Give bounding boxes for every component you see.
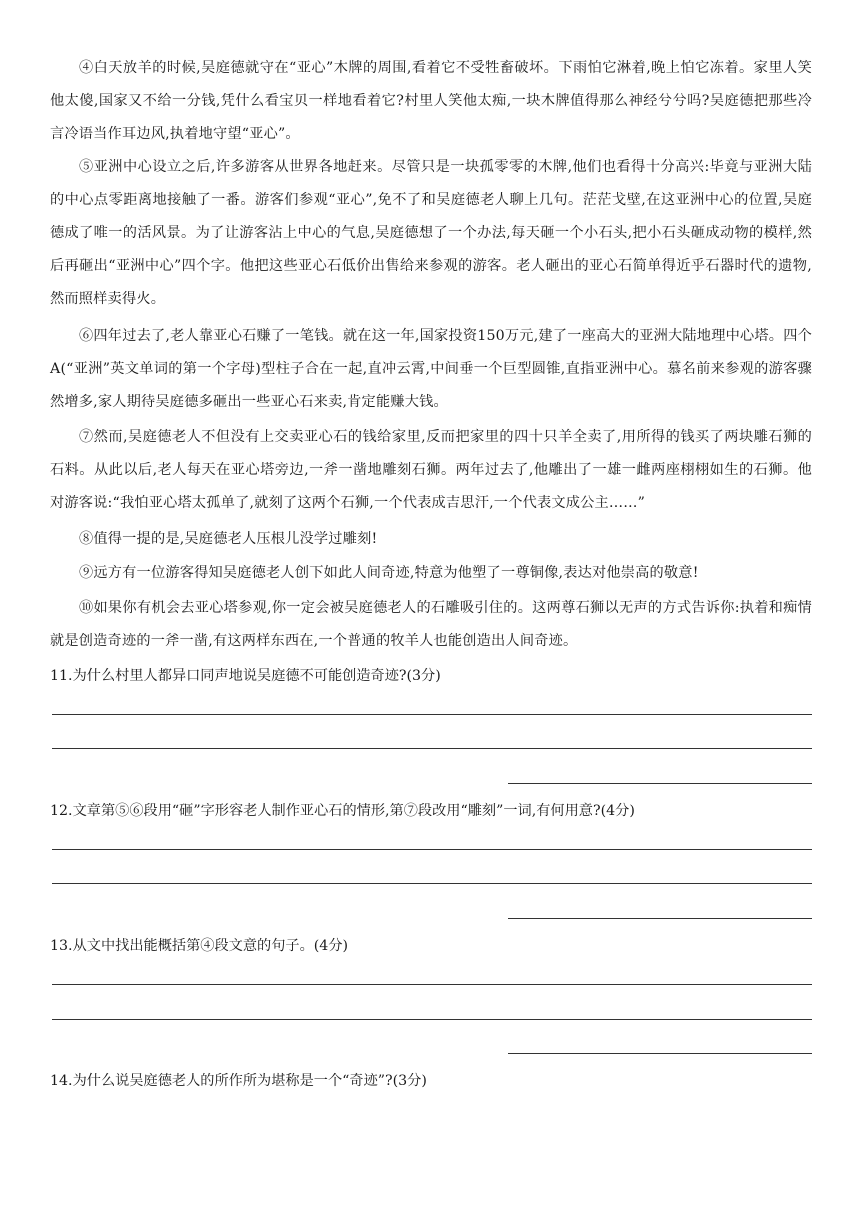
paragraph-7: ⑦然而,吴庭德老人不但没有上交卖亚心石的钱给家里,反而把家里的四十只羊全卖了,用所得的钱买了两块雕石狮的石料。从此以后,老人每天在亚心塔旁边,一斧一凿地雕刻石狮。两年过去了,他雕出了一雄一雌两座栩栩如生的石狮。他对游客说:“我怕亚心塔太孤单了,就刻了这两个石狮,一个代表成吉思汗,一个代表文成公主……” bbox=[50, 429, 812, 511]
question-12: 12.文章第⑤⑥段用“砸”字形容老人制作亚心石的情形,第⑦段改用“雕刻”一词,有何用意?(4分) bbox=[50, 803, 635, 819]
question-13: 13.从文中找出能概括第④段文意的句子。(4分) bbox=[50, 938, 349, 954]
answer-line[interactable] bbox=[52, 883, 812, 884]
paragraph-5: ⑤亚洲中心设立之后,许多游客从世界各地赶来。尽管只是一块孤零零的木牌,他们也看得十分高兴:毕竟与亚洲大陆的中心点零距离地接触了一番。游客们参观“亚心”,免不了和吴庭德老人聊上几句。茫茫戈壁,在这亚洲中心的位置,吴庭德成了唯一的活风景。为了让游客沾上中心的气息,吴庭德想了一个办法,每天砸一个小石头,把小石头砸成动物的模样,然后再砸出“亚洲中心”四个字。他把这些亚心石低价出售给来参观的游客。老人砸出的亚心石简单得近乎石器时代的遗物,然而照样卖得火。 bbox=[50, 159, 812, 307]
answer-line[interactable] bbox=[52, 1019, 812, 1020]
paragraph-10: ⑩如果你有机会去亚心塔参观,你一定会被吴庭德老人的石雕吸引住的。这两尊石狮以无声的方式告诉你:执着和痴情就是创造奇迹的一斧一凿,有这两样东西在,一个普通的牧羊人也能创造出人间奇迹。 bbox=[50, 600, 812, 649]
answer-line[interactable] bbox=[52, 748, 812, 749]
question-14: 14.为什么说吴庭德老人的所作所为堪称是一个“奇迹”?(3分) bbox=[50, 1073, 427, 1089]
paragraph-6: ⑥四年过去了,老人靠亚心石赚了一笔钱。就在这一年,国家投资150万元,建了一座高大的亚洲大陆地理中心塔。四个A(“亚洲”英文单词的第一个字母)型柱子合在一起,直冲云霄,中间垂一个巨型圆锥,直指亚洲中心。慕名前来参观的游客骤然增多,家人期待吴庭德多砸出一些亚心石来卖,肯定能赚大钱。 bbox=[50, 328, 812, 410]
paragraph-8: ⑧值得一提的是,吴庭德老人压根儿没学过雕刻! bbox=[79, 531, 378, 547]
paragraph-4: ④白天放羊的时候,吴庭德就守在“亚心”木牌的周围,看着它不受牲畜破坏。下雨怕它淋着,晚上怕它冻着。家里人笑他太傻,国家又不给一分钱,凭什么看宝贝一样地看着它?村里人笑他太痴,一块木牌值得那么神经兮兮吗?吴庭德把那些冷言冷语当作耳边风,执着地守望“亚心”。 bbox=[50, 60, 812, 142]
answer-line[interactable] bbox=[508, 918, 812, 919]
answer-line[interactable] bbox=[508, 783, 812, 784]
answer-line[interactable] bbox=[508, 1053, 812, 1054]
answer-line[interactable] bbox=[52, 849, 812, 850]
answer-line[interactable] bbox=[52, 714, 812, 715]
question-11: 11.为什么村里人都异口同声地说吴庭德不可能创造奇迹?(3分) bbox=[50, 668, 441, 684]
answer-line[interactable] bbox=[52, 984, 812, 985]
paragraph-9: ⑨远方有一位游客得知吴庭德老人创下如此人间奇迹,特意为他塑了一尊铜像,表达对他崇高的敬意! bbox=[79, 565, 699, 581]
